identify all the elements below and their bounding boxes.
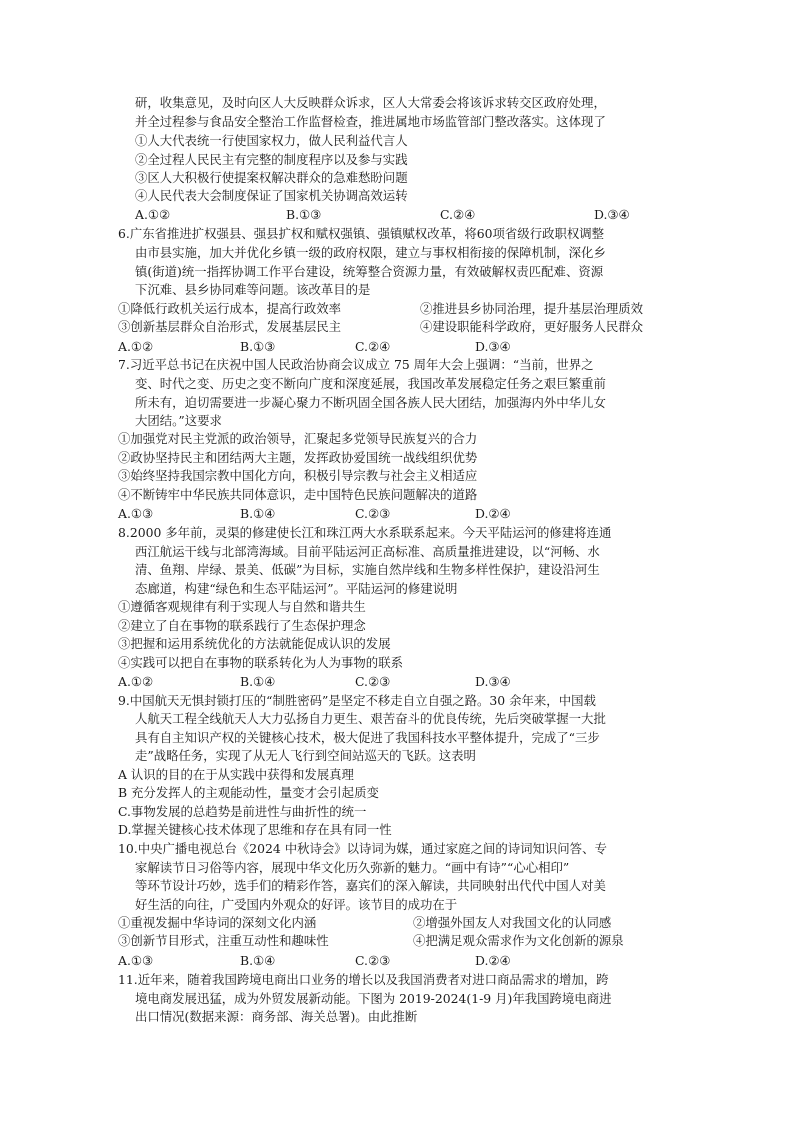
- q8-stem-1: 8.2000 多年前，灵渠的修建使长江和珠江两大水系联系起来。今天平陆运河的修建将连通: [118, 525, 612, 540]
- q11-stem-1: 11.近年来，随着我国跨境电商出口业务的增长以及我国消费者对进口商品需求的增加，跨: [118, 972, 609, 987]
- q7-stem-2: 变、时代之变、历史之变不断向广度和深度延展，我国改革发展稳定任务之艰巨繁重前: [135, 376, 606, 391]
- q8-option-d: D.③④: [475, 674, 511, 689]
- q10-stem-1: 10.中央广播电视总台《2024 中秋诗会》以诗词为媒，通过家庭之间的诗词知识问答、专: [118, 841, 607, 856]
- q5-item-4: ④人民代表大会制度保证了国家机关协调高效运转: [135, 188, 408, 203]
- q7-item-2: ②政协坚持民主和团结两大主题，发挥政协爱国统一战线组织优势: [118, 450, 478, 465]
- q10-option-d: D.②④: [475, 953, 511, 968]
- q10-option-c: C.②③: [355, 953, 391, 968]
- q9-option-c: C.事物发展的总趋势是前进性与曲折性的统一: [118, 804, 367, 819]
- q10-stem-2: 家解读节日习俗等内容，展现中华文化历久弥新的魅力。“画中有诗”“心心相印”: [135, 860, 570, 875]
- q6-option-a: A.①②: [118, 339, 154, 354]
- q8-option-a: A.①②: [118, 674, 154, 689]
- q8-stem-3: 清、鱼翔、岸绿、景美、低碳”为目标，实施自然岸线和生物多样性保护，建设沿河生: [135, 562, 600, 577]
- q7-option-b: B.①④: [240, 506, 276, 521]
- q5-option-d: D.③④: [594, 207, 630, 222]
- q10-stem-3: 等环节设计巧妙，选手们的精彩作答，嘉宾们的深入解读，共同映射出代代中国人对美: [135, 878, 606, 893]
- q6-option-d: D.③④: [475, 339, 511, 354]
- q7-option-c: C.②③: [355, 506, 391, 521]
- q9-stem-4: 走”战略任务，实现了从无人飞行到空间站巡天的飞跃。这表明: [135, 748, 476, 763]
- q6-stem-2: 由市县实施，加大并优化乡镇一级的政府权限，建立与事权相衔接的保障机制，深化乡: [135, 245, 606, 260]
- q10-item-3: ③创新节目形式，注重互动性和趣味性: [118, 933, 329, 948]
- q5-line-1: 研，收集意见，及时向区人大反映群众诉求，区人大常委会将该诉求转交区政府处理，: [135, 95, 606, 110]
- q9-option-a: A 认识的目的在于从实践中获得和发展真理: [118, 767, 354, 782]
- q8-stem-4: 态廊道，构建“绿色和生态平陆运河”。平陆运河的修建说明: [135, 581, 458, 596]
- q10-option-a: A.①③: [118, 953, 154, 968]
- q6-item-4: ④建设职能科学政府，更好服务人民群众: [420, 319, 644, 334]
- q10-option-b: B.①④: [240, 953, 276, 968]
- q10-item-2: ②增强外国友人对我国文化的认同感: [413, 915, 612, 930]
- q7-option-d: D.②④: [475, 506, 511, 521]
- q6-stem-4: 下沉难、县乡协同难等问题。该改革目的是: [135, 282, 371, 297]
- q10-stem-4: 好生活的向往，广受国内外观众的好评。该节目的成功在于: [135, 897, 458, 912]
- q11-stem-2: 境电商发展迅猛，成为外贸发展新动能。下图为 2019-2024(1-9 月)年我国跨境电商进: [135, 991, 612, 1006]
- q5-option-b: B.①③: [286, 207, 322, 222]
- q5-option-a: A.①②: [135, 207, 171, 222]
- q11-stem-3: 出口情况(数据来源：商务部、海关总署)。由此推断: [135, 1009, 418, 1024]
- q6-stem-3: 镇(街道)统一指挥协调工作平台建设，统筹整合资源力量，有效破解权责匹配难、资源: [135, 264, 604, 279]
- q7-option-a: A.①③: [118, 506, 154, 521]
- q9-stem-3: 具有自主知识产权的关键核心技术，极大促进了我国科技水平整体提升，完成了“三步: [135, 730, 600, 745]
- q8-option-c: C.②③: [355, 674, 391, 689]
- q8-option-b: B.①④: [240, 674, 276, 689]
- q7-stem-1: 7.习近平总书记在庆祝中国人民政治协商会议成立 75 周年大会上强调：“当前，世界之: [118, 357, 594, 372]
- q7-item-1: ①加强党对民主党派的政治领导，汇聚起多党领导民族复兴的合力: [118, 431, 478, 446]
- q9-stem-2: 人航天工程全线航天人大力弘扬自力更生、艰苦奋斗的优良传统，先后突破掌握一大批: [135, 711, 606, 726]
- q6-stem-1: 6.广东省推进扩权强县、强县扩权和赋权强镇、强镇赋权改革，将60项省级行政职权调整: [118, 226, 605, 241]
- q10-item-1: ①重视发掘中华诗词的深刻文化内涵: [118, 915, 317, 930]
- q8-stem-2: 西江航运干线与北部湾海域。目前平陆运河正高标准、高质量推进建设，以“河畅、水: [135, 544, 600, 559]
- q7-item-4: ④不断铸牢中华民族共同体意识，走中国特色民族问题解决的道路: [118, 487, 478, 502]
- q6-option-c: C.②④: [355, 339, 391, 354]
- q5-item-3: ③区人大积极行使提案权解决群众的急难愁盼问题: [135, 170, 408, 185]
- q7-stem-3: 所未有，迫切需要进一步凝心聚力不断巩固全国各族人民大团结，加强海内外中华儿女: [135, 395, 606, 410]
- q7-item-3: ③始终坚持我国宗教中国化方向，积极引导宗教与社会主义相适应: [118, 468, 478, 483]
- q9-stem-1: 9.中国航天无惧封锁打压的“制胜密码”是坚定不移走自立自强之路。30 余年来，中国载: [118, 693, 596, 708]
- q7-stem-4: 大团结。”这要求: [135, 413, 222, 428]
- q9-option-b: B 充分发挥人的主观能动性，量变才会引起质变: [118, 785, 379, 800]
- q6-item-2: ②推进县乡协同治理，提升基层治理质效: [420, 301, 644, 316]
- q5-line-2: 并全过程参与食品安全整治工作监督检查，推进属地市场监管部门整改落实。这体现了: [135, 114, 606, 129]
- q5-option-c: C.②④: [440, 207, 476, 222]
- q9-option-d: D.掌握关键核心技术体现了思维和存在具有同一性: [118, 822, 392, 837]
- q5-item-1: ①人大代表统一行使国家权力，做人民利益代言人: [135, 133, 408, 148]
- q8-item-3: ③把握和运用系统优化的方法就能促成认识的发展: [118, 636, 391, 651]
- q8-item-1: ①遵循客观规律有利于实现人与自然和谐共生: [118, 599, 366, 614]
- q6-option-b: B.①③: [240, 339, 276, 354]
- q6-item-1: ①降低行政机关运行成本，提高行政效率: [118, 301, 342, 316]
- q5-item-2: ②全过程人民民主有完整的制度程序以及参与实践: [135, 152, 408, 167]
- q6-item-3: ③创新基层群众自治形式，发展基层民主: [118, 319, 342, 334]
- q8-item-4: ④实践可以把自在事物的联系转化为人为事物的联系: [118, 655, 403, 670]
- q8-item-2: ②建立了自在事物的联系践行了生态保护理念: [118, 618, 366, 633]
- q10-item-4: ④把满足观众需求作为文化创新的源泉: [413, 933, 624, 948]
